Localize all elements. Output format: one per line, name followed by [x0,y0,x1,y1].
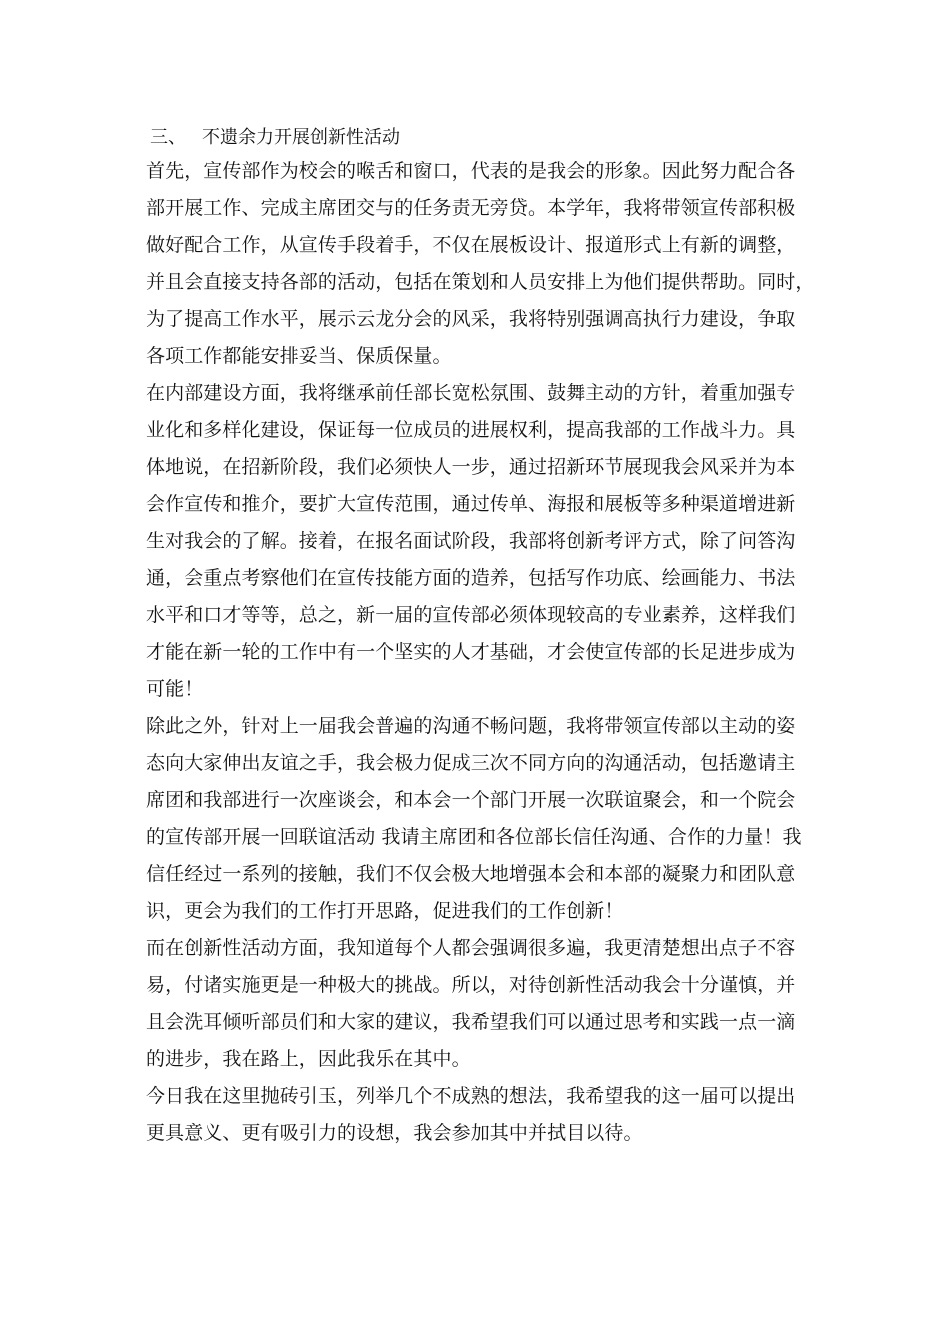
text-line: 才能在新一轮的工作中有一个坚实的人才基础，才会使宣传部的长足进步成为 [146,641,796,663]
text-line: 水平和口才等等，总之，新一届的宣传部必须体现较高的专业素养，这样我们 [146,604,796,626]
text-line: 今日我在这里抛砖引玉，列举几个不成熟的想法，我希望我的这一届可以提出 [146,1085,796,1107]
text-line: 并且会直接支持各部的活动，包括在策划和人员安排上为他们提供帮助。同时， [146,271,815,293]
section-title: 不遗余力开展创新性活动 [202,127,400,148]
text-line: 首先，宣传部作为校会的喉舌和窗口，代表的是我会的形象。因此努力配合各 [146,160,796,182]
text-line: 而在创新性活动方面，我知道每个人都会强调很多遍，我更清楚想出点子不容 [146,937,796,959]
section-heading [150,124,400,152]
text-line: 做好配合工作，从宣传手段着手，不仅在展板设计、报道形式上有新的调整， [146,234,796,256]
text-line: 态向大家伸出友谊之手，我会极力促成三次不同方向的沟通活动，包括邀请主 [146,752,796,774]
text-line: 业化和多样化建设，保证每一位成员的进展权利，提高我部的工作战斗力。具 [146,419,796,441]
text-line: 易，付诸实施更是一种极大的挑战。所以，对待创新性活动我会十分谨慎，并 [146,974,796,996]
text-line: 的宣传部开展一回联谊活动 我请主席团和各位部长信任沟通、合作的力量！我 [146,826,802,848]
text-line: 信任经过一系列的接触，我们不仅会极大地增强本会和本部的凝聚力和团队意 [146,863,796,885]
text-line: 更具意义、更有吸引力的设想，我会参加其中并拭目以待。 [146,1122,643,1144]
text-line: 体地说，在招新阶段，我们必须快人一步，通过招新环节展现我会风采并为本 [146,456,796,478]
text-line: 生对我会的了解。接着，在报名面试阶段，我部将创新考评方式，除了问答沟 [146,530,796,552]
text-line: 部开展工作、完成主席团交与的任务责无旁贷。本学年，我将带领宣传部积极 [146,197,796,219]
section-number: 三、 [150,127,186,148]
text-line: 识，更会为我们的工作打开思路，促进我们的工作创新！ [146,900,624,922]
text-line: 除此之外，针对上一届我会普遍的沟通不畅问题，我将带领宣传部以主动的姿 [146,715,796,737]
text-line: 为了提高工作水平，展示云龙分会的风采，我将特别强调高执行力建设，争取 [146,308,796,330]
text-line: 的进步，我在路上，因此我乐在其中。 [146,1048,471,1070]
text-line: 各项工作都能安排妥当、保质保量。 [146,345,452,367]
text-line: 可能！ [146,678,204,700]
text-line: 会作宣传和推介，要扩大宣传范围，通过传单、海报和展板等多种渠道增进新 [146,493,796,515]
text-line: 且会洗耳倾听部员们和大家的建议，我希望我们可以通过思考和实践一点一滴 [146,1011,796,1033]
text-line: 通，会重点考察他们在宣传技能方面的造养，包括写作功底、绘画能力、书法 [146,567,796,589]
text-line: 席团和我部进行一次座谈会，和本会一个部门开展一次联谊聚会，和一个院会 [146,789,796,811]
text-line: 在内部建设方面，我将继承前任部长宽松氛围、鼓舞主动的方针，着重加强专 [146,382,796,404]
